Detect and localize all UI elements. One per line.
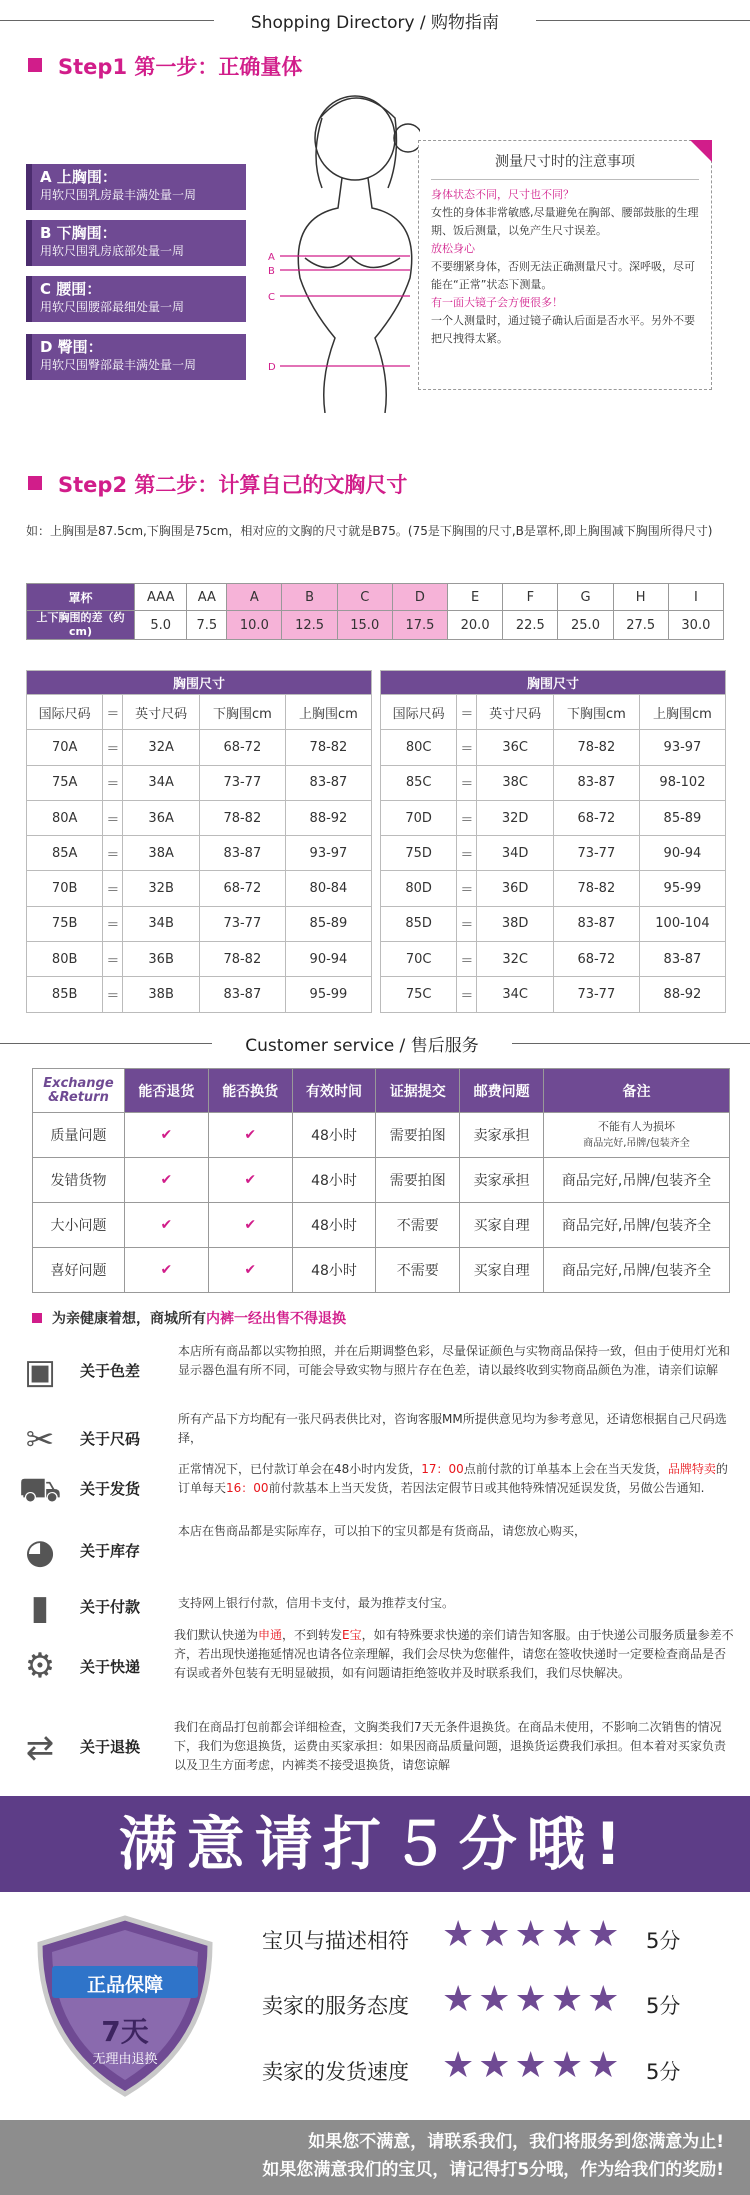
bullet-icon [32,1313,42,1323]
health-notice: 为亲健康着想，商城所有内裤一经出售不得退换 [52,1311,346,1327]
cart-icon: ⛟ [18,1470,62,1510]
note-p3-title: 有一面大镜子会方便很多！ [431,296,563,309]
marker-c: C [268,292,275,303]
pie-icon: ◕ [25,1532,55,1572]
measure-notes [418,140,712,390]
check-icon: ✔ [125,1113,209,1158]
check-icon: ✔ [125,1248,209,1293]
rating-score: 5分 [646,1929,681,1953]
bust-size-table-right: 胸围尺寸 国际尺码 ＝ 英寸尺码 下胸围cm 上胸围cm 80C ＝ 36C 78-82 93-97 85C ＝ 38C 83-87 98-102 70D ＝ 32D 68-72 85-89 75D ＝ 34D 73-77 90-94 80D ＝ 36D 78-82 95-99 85D ＝ 38D 83-87 100-104 70C ＝ 32C 68-72 83-87 75C ＝ 34C 73-77 88-92 [380,670,726,1013]
arrows-icon: ⇄ [25,1728,55,1768]
note-p3: 一个人测量时，通过镜子确认后面是否水平。另外不要把尺拽得太紧。 [431,314,695,345]
check-icon: ✔ [208,1248,292,1293]
scissors-icon: ✂ [25,1420,55,1460]
policy-shipping: ⛟ 关于发货 正常情况下，已付款订单会在48小时内发货，17：00点前付款的订单基本上会在当天发货，品牌特卖的订单每天16：00前付款基本上当天发货，若因法定假节日或其他特殊情况延误发货，另做公告通知. [14,1460,734,1520]
check-icon: ✔ [208,1113,292,1158]
policy-color: ▣ 关于色差 本店所有商品都以实物拍照，并在后期调整色彩，尽量保证颜色与实物商品保持一致，但由于使用灯光和显示器色温有所不同，可能会导致实物与照片存在色差，请以最终收到实物商品颜色为准，请亲们谅解 [14,1342,734,1402]
star-rating-icon: ★★★★★ [442,1979,624,2020]
corner-fold-icon [690,140,712,162]
star-rating-icon: ★★★★★ [442,2045,624,2086]
policy-return: ⇄ 关于退换 我们在商品打包前都会详细检查，文胸类我们7天无条件退换货。在商品未使用，不影响二次销售的情况下，我们为您退换货，运费由买家承担：如果因商品质量问题，退换货运费我们承担。但本着对买家负责以及卫生方面考虑，内裤类不接受退换货，请您谅解 [14,1718,734,1778]
service-title: Customer service / 售后服务 [212,1031,512,1056]
rating-label: 卖家的发货速度 [262,2060,409,2084]
bullet-icon [28,476,42,490]
shield-badge-icon [30,1914,220,2099]
policy-payment: ▮ 关于付款 支持网上银行付款，信用卡支付，最为推荐支付宝。 [14,1578,734,1638]
measure-item-b: B 下胸围： 用软尺围乳房底部处量一周 [26,220,246,266]
cup-diff-table: 罩杯 AAA AA A B C D E F G H I 上下胸围的差（约cm) 5.0 7.5 10.0 12.5 15.0 17.5 20.0 22.5 25.0 27.5 30.0 [26,583,724,640]
note-p1-title: 身体状态不同，尺寸也不同？ [431,188,574,201]
footer-line-1: 如果您不满意，请联系我们，我们将服务到您满意为止! [308,2132,724,2152]
gear-icon: ⚙ [24,1646,56,1686]
marker-a: A [268,252,275,263]
marker-b: B [268,266,275,277]
policy-express: ⚙ 关于快递 我们默认快递为申通，不到转发E宝，如有特殊要求快递的亲们请告知客服。由于快递公司服务质量参差不齐，若出现快递拖延情况也请各位亲理解，我们会尽快为您催件，请您在签收快递时一定要检查商品是否有误或者外包装有无明显破损，如有问题请拒绝签收并及时联系我们，我们尽快解决。 [14,1626,734,1686]
rating-banner: 满意请打５分哦! [0,1796,750,1892]
badge-subtitle: 无理由退换 [92,2052,158,2067]
rating-label: 宝贝与描述相符 [262,1929,409,1953]
bust-size-table-left: 胸围尺寸 国际尺码 ＝ 英寸尺码 下胸围cm 上胸围cm 70A ＝ 32A 68-72 78-82 75A ＝ 34A 73-77 83-87 80A ＝ 36A 78-82 88-92 85A ＝ 38A 83-87 93-97 70B ＝ 32B 68-72 80-84 75B ＝ 34B 73-77 85-89 80B ＝ 36B 78-82 90-94 85B ＝ 38B 83-87 95-99 [26,670,372,1013]
marker-d: D [268,362,276,373]
policy-stock: ◕ 关于库存 本店在售商品都是实际库存，可以拍下的宝贝都是有货商品，请您放心购买， [14,1522,734,1582]
rating-label: 卖家的服务态度 [262,1994,409,2018]
note-p2-title: 放松身心 [431,242,475,255]
note-p2: 不要绷紧身体，否则无法正确测量尺寸。深呼吸，尽可能在“正常”状态下测量。 [431,260,695,291]
camera-icon: ▣ [23,1352,57,1392]
book-icon: ▮ [30,1588,50,1628]
check-icon: ✔ [208,1158,292,1203]
measure-item-c: C 腰围： 用软尺围腰部最细处量一周 [26,276,246,322]
page-title: Shopping Directory / 购物指南 [214,8,536,33]
bullet-icon [28,58,42,72]
policy-size: ✂ 关于尺码 所有产品下方均配有一张尺码表供比对，咨询客服MM所提供意见均为参考意见，还请您根据自己尺码选择， [14,1410,734,1470]
check-icon: ✔ [125,1203,209,1248]
check-icon: ✔ [208,1203,292,1248]
body-figure-illustration [250,78,420,413]
rating-score: 5分 [646,2060,681,2084]
footer-line-2: 如果您满意我们的宝贝，请记得打5分哦，作为给我们的奖励! [262,2160,724,2180]
return-policy-table: Exchange &Return 能否退货 能否换货 有效时间 证据提交 邮费问题 备注 质量问题 ✔ ✔ 48小时 需要拍图 卖家承担 不能有人为损坏 商品完好,吊牌/包装齐全 发错货物 ✔ ✔ 48小时 需要拍图 卖家承担 商品完好,吊牌/包装齐全 大小问题 ✔ ✔ 48小时 不需要 买家自理 商品完好,吊牌/包装齐全 喜好问题 ✔ ✔ 48小时 不需要 买家自理 商品完好,吊牌/包装齐全 [32,1068,730,1293]
measure-item-d: D 臀围： 用软尺围臀部最丰满处量一周 [26,334,246,380]
size-example-text: 如：上胸围是87.5cm,下胸围是75cm，相对应的文胸的尺寸就是B75。(75是下胸围的尺寸,B是罩杯,即上胸围减下胸围所得尺寸) [26,524,713,538]
step2-title: Step2 第二步：计算自己的文胸尺寸 [58,473,408,497]
star-rating-icon: ★★★★★ [442,1914,624,1955]
measure-item-a: A 上胸围： 用软尺围乳房最丰满处量一周 [26,164,246,210]
badge-title: 正品保障 [86,1974,163,1996]
footer-banner [0,2120,750,2195]
rating-score: 5分 [646,1994,681,2018]
note-p1: 女性的身体非常敏感,尽量避免在胸部、腰部鼓胀的生理期、饭后测量，以免产生尺寸误差。 [431,206,699,237]
exchange-return-logo: Exchange &Return [33,1069,125,1113]
step1-title: Step1 第一步：正确量体 [58,55,303,79]
check-icon: ✔ [125,1158,209,1203]
note-title: 测量尺寸时的注意事项 [431,141,699,180]
badge-days: 7天 [101,2015,149,2048]
